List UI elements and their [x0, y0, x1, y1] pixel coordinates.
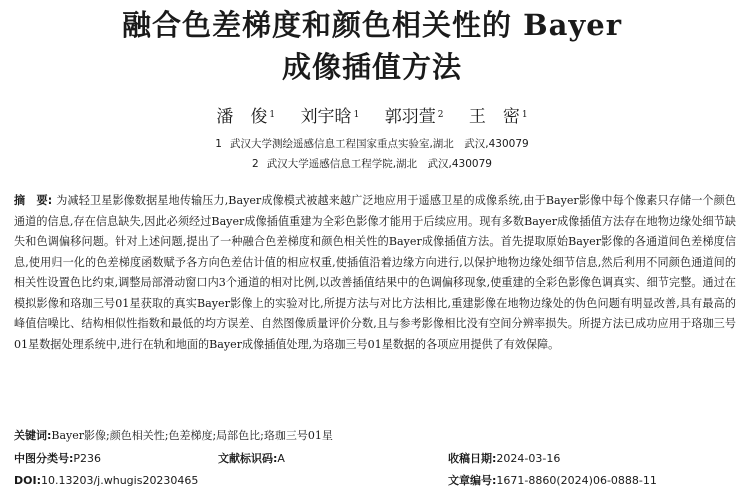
doi-value: 10.13203/j.whugis20230465	[40, 474, 199, 487]
abstract-label: 摘 要:	[14, 194, 53, 207]
doi-label: DOI:	[14, 474, 41, 487]
affiliation-number: 2	[252, 158, 259, 170]
article-number-label: 文章编号:	[448, 474, 497, 487]
author-affiliation-mark: 2	[437, 110, 444, 120]
clc-number	[14, 451, 101, 467]
affiliation-number: 1	[215, 138, 222, 150]
affiliation-1	[0, 137, 744, 151]
author-name: 王 密	[468, 107, 520, 127]
article-number	[448, 473, 657, 489]
author-name: 郭羽萱	[384, 107, 436, 127]
author-list	[0, 106, 744, 128]
author-affiliation-mark: 1	[521, 110, 528, 120]
doccode-value: A	[277, 452, 285, 465]
author-affiliation-mark: 1	[269, 110, 276, 120]
author-1	[216, 106, 275, 128]
author-4	[469, 106, 528, 128]
abstract	[14, 191, 736, 355]
article-number-value: 1671-8860(2024)06-0888-11	[496, 474, 657, 487]
author-2	[301, 106, 360, 128]
clc-value: P236	[73, 452, 102, 465]
received-date	[448, 451, 560, 467]
keywords	[14, 428, 736, 444]
keywords-text: Bayer影像;颜色相关性;色差梯度;局部色比;珞珈三号01星	[51, 429, 333, 442]
doccode-label: 文献标识码:	[218, 452, 278, 465]
author-name: 刘宇晗	[300, 107, 352, 127]
doi	[14, 473, 198, 489]
paper-title-line-1: 融合色差梯度和颜色相关性的 Bayer	[122, 8, 622, 42]
affiliation-text: 武汉大学遥感信息工程学院,湖北 武汉,430079	[266, 158, 492, 170]
received-label: 收稿日期:	[448, 452, 497, 465]
clc-label: 中图分类号:	[14, 452, 74, 465]
keywords-label: 关键词:	[14, 429, 52, 442]
received-value: 2024-03-16	[496, 452, 561, 465]
affiliation-text: 武汉大学测绘遥感信息工程国家重点实验室,湖北 武汉,430079	[229, 138, 529, 150]
paper-title-line-2: 成像插值方法	[281, 50, 462, 84]
document-code	[218, 451, 285, 467]
author-name: 潘 俊	[216, 107, 268, 127]
abstract-text: 为减轻卫星影像数据星地传输压力,Bayer成像模式被越来越广泛地应用于遥感卫星的成像系统,由于Bayer影像中每个像素只存储一个颜色通道的信息,存在信息缺失,因此必须经过Bayer成像插值重建为全彩色影像才能用于后续应用。现有多数Bayer成像插值方法存在地物边缘处细节缺失和色调偏移问题。针对上述问题,提出了一种融合色差梯度和颜色相关性的Bayer成像插值方法。首先提取原始Bayer影像的各通道间色差梯度信息,使用归一化的色差梯度函数赋予各方向色差估计值的相应权重,使插值沿着边缘方向进行,以保护地物边缘处细节信息,然后利用不同颜色通道间的相关性设置色比约束,调整局部滑动窗口内3个通道的相对比例,以改善插值结果中的色调偏移现象,使重建的全彩色影像色调真实、细节完整。通过在模拟影像和珞珈三号01星获取的真实Bayer影像上的实验对比,所提方法与对比方法相比,重建影像在地物边缘处的伪色问题有明显改善,具有最高的峰值信噪比、结构相似性指数和最低的均方误差、自然图像质量评价分数,且与参考影像相比没有空间分辨率损失。所提方法已成功应用于珞珈三号01星数据处理系统中,进行在轨和地面的Bayer成像插值处理,为珞珈三号01星数据的各项应用提供了有效保障。	[14, 194, 736, 351]
affiliation-2	[0, 157, 744, 171]
author-3	[385, 106, 444, 128]
author-affiliation-mark: 1	[353, 110, 360, 120]
